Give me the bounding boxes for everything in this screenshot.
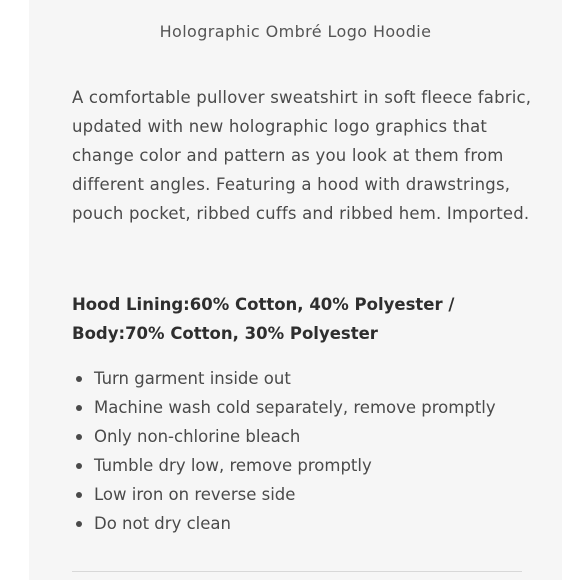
care-item-bleach <box>72 422 542 451</box>
care-item-tumble-dry <box>72 451 542 480</box>
care-item-iron <box>72 480 542 509</box>
care-item-label: Do not dry clean <box>94 514 231 533</box>
bullet-icon <box>76 405 82 411</box>
care-item-label: Turn garment inside out <box>94 369 291 388</box>
bullet-icon <box>76 463 82 469</box>
bullet-icon <box>76 376 82 382</box>
bullet-icon <box>76 492 82 498</box>
care-item-dry-clean <box>72 509 542 538</box>
care-item-label: Tumble dry low, remove promptly <box>94 456 372 475</box>
section-divider <box>72 571 522 572</box>
bullet-icon <box>76 521 82 527</box>
care-instructions-list <box>72 364 542 538</box>
product-title: Holographic Ombré Logo Hoodie <box>159 22 432 41</box>
product-details-panel <box>29 0 562 580</box>
bullet-icon <box>76 434 82 440</box>
care-item-label: Low iron on reverse side <box>94 485 296 504</box>
care-item-label: Machine wash cold separately, remove promptly <box>94 398 496 417</box>
care-item-machine-wash <box>72 393 542 422</box>
care-item-turn-inside-out <box>72 364 542 393</box>
material-composition: Hood Lining:60% Cotton, 40% Polyester / Body:70% Cotton, 30% Polyester <box>72 295 455 343</box>
care-item-label: Only non-chlorine bleach <box>94 427 301 446</box>
product-description: A comfortable pullover sweatshirt in soft fleece fabric, updated with new holographic logo graphics that change color and pattern as you look at them from different angles. Featuring a hood with drawstrings, pouch pocket, ribbed cuffs and ribbed hem. Imported. <box>72 88 532 223</box>
